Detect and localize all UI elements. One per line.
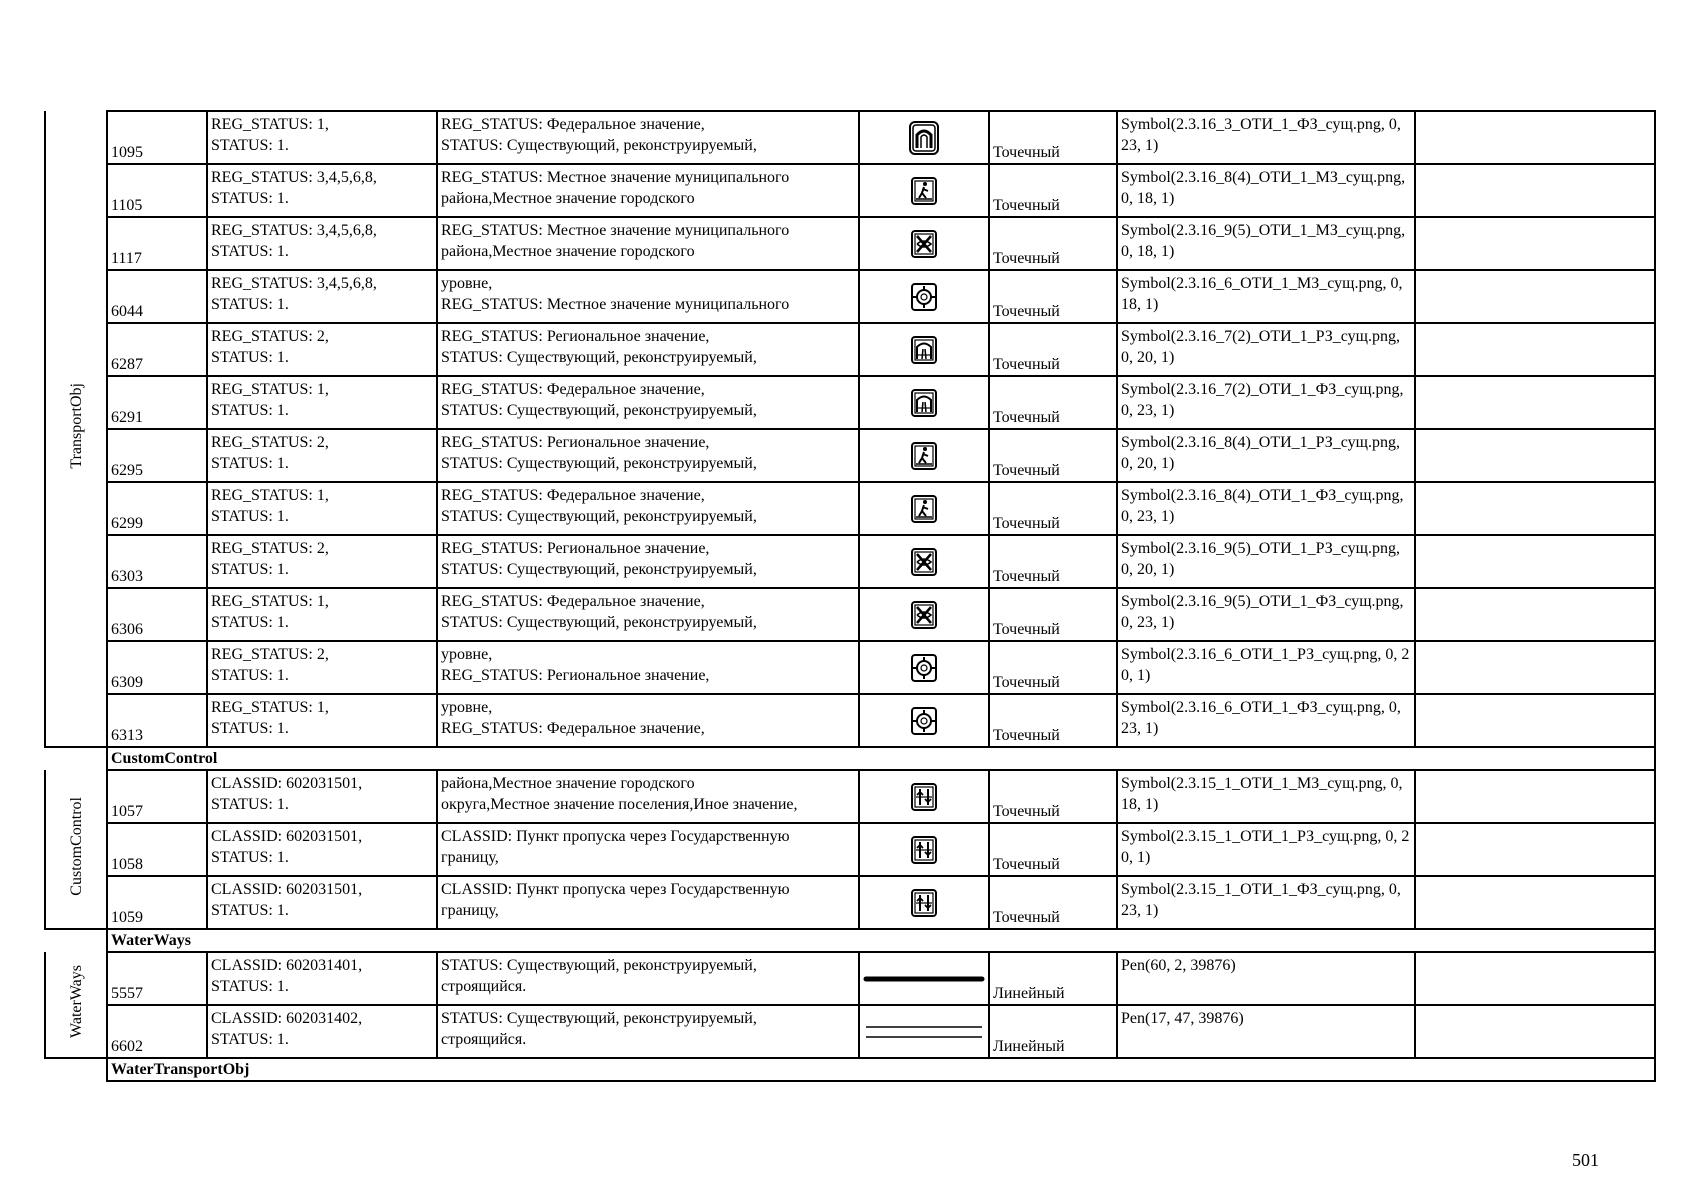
row-style [1117, 876, 1415, 929]
style-text: Symbol(2.3.16_6_ОТИ_1_РЗ_сущ.png, 0, 20, 1) [1121, 646, 1410, 684]
row-description [437, 270, 859, 323]
row-geometry-type: Точечный [989, 588, 1117, 641]
side-spacer [45, 1058, 107, 1081]
pedestrian-crossing-icon [860, 176, 988, 206]
description-line-2: STATUS: Существующий, реконструируемый, [441, 402, 757, 419]
condition-line-2: STATUS: 1. [211, 190, 289, 207]
table-row [45, 823, 1655, 876]
row-empty-cell [1415, 217, 1655, 270]
row-description [437, 823, 859, 876]
description-line-2: STATUS: Существующий, реконструируемый, [441, 455, 757, 472]
symbol-table [44, 110, 1656, 1082]
row-condition [207, 111, 437, 164]
group-header-customcontrol-label: CustomControl [107, 747, 1655, 770]
row-code: 5557 [107, 952, 207, 1005]
row-condition [207, 482, 437, 535]
description-line-1: REG_STATUS: Федеральное значение, [441, 487, 705, 504]
row-style [1117, 952, 1415, 1005]
row-empty-cell [1415, 429, 1655, 482]
row-empty-cell [1415, 164, 1655, 217]
description-line-2: строящийся. [441, 978, 527, 995]
row-empty-cell [1415, 770, 1655, 823]
condition-line-1: REG_STATUS: 3,4,5,6,8, [211, 275, 377, 292]
row-geometry-type: Точечный [989, 694, 1117, 747]
row-code: 6309 [107, 641, 207, 694]
condition-line-1: CLASSID: 602031501, [211, 828, 363, 845]
row-style [1117, 164, 1415, 217]
row-symbol [859, 482, 989, 535]
row-code: 1117 [107, 217, 207, 270]
row-geometry-type: Точечный [989, 823, 1117, 876]
description-line-2: района,Местное значение городского [441, 190, 695, 207]
style-text: Symbol(2.3.15_1_ОТИ_1_РЗ_сущ.png, 0, 20, 1) [1121, 828, 1410, 866]
row-style [1117, 694, 1415, 747]
row-description [437, 164, 859, 217]
table-row [45, 876, 1655, 929]
style-text: Symbol(2.3.16_8(4)_ОТИ_1_РЗ_сущ.png, 0, 20, 1) [1121, 434, 1400, 472]
row-geometry-type: Точечный [989, 641, 1117, 694]
row-empty-cell [1415, 694, 1655, 747]
row-condition [207, 641, 437, 694]
tunnel-icon [860, 335, 988, 365]
description-line-2: строящийся. [441, 1031, 527, 1048]
style-text: Symbol(2.3.15_1_ОТИ_1_МЗ_сущ.png, 0, 18, 1) [1121, 775, 1403, 813]
condition-line-2: STATUS: 1. [211, 667, 289, 684]
row-description [437, 876, 859, 929]
description-line-2: STATUS: Существующий, реконструируемый, [441, 349, 757, 366]
row-symbol [859, 694, 989, 747]
description-line-1: REG_STATUS: Региональное значение, [441, 328, 710, 345]
page-number: 501 [1572, 1150, 1599, 1170]
row-condition [207, 952, 437, 1005]
row-geometry-type: Точечный [989, 535, 1117, 588]
row-condition [207, 770, 437, 823]
row-style [1117, 535, 1415, 588]
condition-line-2: STATUS: 1. [211, 243, 289, 260]
row-symbol [859, 641, 989, 694]
table-row [45, 641, 1655, 694]
row-style [1117, 482, 1415, 535]
description-line-2: границу, [441, 849, 499, 866]
description-line-2: STATUS: Существующий, реконструируемый, [441, 137, 757, 154]
description-line-1: REG_STATUS: Федеральное значение, [441, 381, 705, 398]
row-geometry-type: Точечный [989, 164, 1117, 217]
row-condition [207, 876, 437, 929]
table-row [45, 429, 1655, 482]
description-line-1: STATUS: Существующий, реконструируемый, [441, 1010, 757, 1027]
border-checkpoint-icon [860, 835, 988, 865]
row-symbol [859, 770, 989, 823]
row-geometry-type: Точечный [989, 482, 1117, 535]
pedestrian-crossing-icon [860, 494, 988, 524]
section-transportobj-label: TransportObj [67, 382, 85, 469]
table-row [45, 111, 1655, 164]
table-row [45, 164, 1655, 217]
row-geometry-type: Точечный [989, 323, 1117, 376]
section-customcontrol-label: CustomControl [67, 796, 85, 896]
row-empty-cell [1415, 876, 1655, 929]
style-text: Symbol(2.3.16_9(5)_ОТИ_1_ФЗ_сущ.png, 0, 23, 1) [1121, 593, 1404, 631]
row-symbol [859, 164, 989, 217]
roundabout-icon [860, 653, 988, 683]
row-symbol [859, 823, 989, 876]
row-code: 6295 [107, 429, 207, 482]
condition-line-1: REG_STATUS: 2, [211, 328, 329, 345]
condition-line-2: STATUS: 1. [211, 561, 289, 578]
description-line-1: района,Местное значение городского [441, 775, 695, 792]
side-spacer [45, 929, 107, 952]
condition-line-1: REG_STATUS: 1, [211, 116, 329, 133]
style-text: Symbol(2.3.16_8(4)_ОТИ_1_ФЗ_сущ.png, 0, 23, 1) [1121, 487, 1404, 525]
row-empty-cell [1415, 641, 1655, 694]
table-row [45, 217, 1655, 270]
row-symbol [859, 535, 989, 588]
condition-line-2: STATUS: 1. [211, 902, 289, 919]
description-line-2: STATUS: Существующий, реконструируемый, [441, 561, 757, 578]
style-text: Pen(17, 47, 39876) [1121, 1010, 1244, 1027]
table-row [45, 535, 1655, 588]
description-line-1: CLASSID: Пункт пропуска через Государственную [441, 881, 790, 898]
row-condition [207, 217, 437, 270]
double-line-icon [860, 1021, 988, 1043]
description-line-1: REG_STATUS: Региональное значение, [441, 434, 710, 451]
row-code: 1058 [107, 823, 207, 876]
condition-line-2: STATUS: 1. [211, 978, 289, 995]
table-row [45, 588, 1655, 641]
row-symbol [859, 376, 989, 429]
condition-line-2: STATUS: 1. [211, 849, 289, 866]
table-row [45, 1005, 1655, 1058]
condition-line-1: REG_STATUS: 2, [211, 540, 329, 557]
condition-line-2: STATUS: 1. [211, 796, 289, 813]
description-line-2: REG_STATUS: Региональное значение, [441, 667, 710, 684]
row-condition [207, 429, 437, 482]
condition-line-1: REG_STATUS: 2, [211, 434, 329, 451]
row-style [1117, 641, 1415, 694]
row-condition [207, 376, 437, 429]
table-body [45, 111, 1655, 1081]
description-line-2: STATUS: Существующий, реконструируемый, [441, 508, 757, 525]
row-symbol [859, 952, 989, 1005]
bridge-icon [860, 121, 988, 155]
tunnel-icon [860, 388, 988, 418]
row-description [437, 482, 859, 535]
row-empty-cell [1415, 482, 1655, 535]
description-line-1: уровне, [441, 699, 493, 716]
row-geometry-type: Точечный [989, 770, 1117, 823]
row-code: 1057 [107, 770, 207, 823]
row-empty-cell [1415, 323, 1655, 376]
row-geometry-type: Точечный [989, 270, 1117, 323]
row-geometry-type: Точечный [989, 876, 1117, 929]
row-code: 1059 [107, 876, 207, 929]
row-symbol [859, 323, 989, 376]
border-checkpoint-icon [860, 888, 988, 918]
row-symbol [859, 876, 989, 929]
condition-line-1: REG_STATUS: 1, [211, 487, 329, 504]
description-line-2: REG_STATUS: Местное значение муниципального [441, 296, 790, 313]
style-text: Symbol(2.3.16_8(4)_ОТИ_1_МЗ_сущ.png, 0, 18, 1) [1121, 169, 1406, 207]
row-description [437, 952, 859, 1005]
condition-line-2: STATUS: 1. [211, 137, 289, 154]
condition-line-1: REG_STATUS: 2, [211, 646, 329, 663]
description-line-1: уровне, [441, 275, 493, 292]
row-style [1117, 376, 1415, 429]
description-line-1: STATUS: Существующий, реконструируемый, [441, 957, 757, 974]
row-empty-cell [1415, 1005, 1655, 1058]
table-row [45, 270, 1655, 323]
row-empty-cell [1415, 270, 1655, 323]
interchange-icon [860, 547, 988, 577]
row-empty-cell [1415, 535, 1655, 588]
row-code: 6044 [107, 270, 207, 323]
row-style [1117, 770, 1415, 823]
table-row [45, 323, 1655, 376]
condition-line-2: STATUS: 1. [211, 508, 289, 525]
row-geometry-type: Точечный [989, 217, 1117, 270]
row-geometry-type: Линейный [989, 952, 1117, 1005]
description-line-1: REG_STATUS: Местное значение муниципального [441, 222, 790, 239]
style-text: Pen(60, 2, 39876) [1121, 957, 1236, 974]
style-text: Symbol(2.3.16_9(5)_ОТИ_1_РЗ_сущ.png, 0, 20, 1) [1121, 540, 1400, 578]
condition-line-2: STATUS: 1. [211, 296, 289, 313]
group-header-watertransportobj-label: WaterTransportObj [107, 1058, 1655, 1081]
row-code: 6287 [107, 323, 207, 376]
condition-line-1: REG_STATUS: 1, [211, 699, 329, 716]
condition-line-1: REG_STATUS: 1, [211, 593, 329, 610]
row-empty-cell [1415, 952, 1655, 1005]
table-row [45, 694, 1655, 747]
table-row [45, 770, 1655, 823]
description-line-1: уровне, [441, 646, 493, 663]
row-symbol [859, 1005, 989, 1058]
section-waterways [45, 952, 107, 1058]
row-description [437, 588, 859, 641]
row-style [1117, 429, 1415, 482]
description-line-1: REG_STATUS: Федеральное значение, [441, 116, 705, 133]
side-spacer [45, 747, 107, 770]
condition-line-1: CLASSID: 602031402, [211, 1010, 363, 1027]
condition-line-1: CLASSID: 602031501, [211, 881, 363, 898]
row-description [437, 323, 859, 376]
group-header-waterways [45, 929, 1655, 952]
description-line-2: округа,Местное значение поселения,Иное значение, [441, 796, 798, 813]
condition-line-1: REG_STATUS: 3,4,5,6,8, [211, 222, 377, 239]
row-condition [207, 323, 437, 376]
row-description [437, 535, 859, 588]
condition-line-1: CLASSID: 602031401, [211, 957, 363, 974]
border-checkpoint-icon [860, 782, 988, 812]
row-geometry-type: Точечный [989, 376, 1117, 429]
row-condition [207, 164, 437, 217]
row-style [1117, 111, 1415, 164]
condition-line-2: STATUS: 1. [211, 720, 289, 737]
row-symbol [859, 429, 989, 482]
style-text: Symbol(2.3.16_7(2)_ОТИ_1_РЗ_сущ.png, 0, 20, 1) [1121, 328, 1400, 366]
description-line-2: REG_STATUS: Федеральное значение, [441, 720, 705, 737]
condition-line-2: STATUS: 1. [211, 614, 289, 631]
row-condition [207, 823, 437, 876]
row-code: 1105 [107, 164, 207, 217]
style-text: Symbol(2.3.16_7(2)_ОТИ_1_ФЗ_сущ.png, 0, 23, 1) [1121, 381, 1404, 419]
style-text: Symbol(2.3.16_9(5)_ОТИ_1_МЗ_сущ.png, 0, 18, 1) [1121, 222, 1406, 260]
row-symbol [859, 270, 989, 323]
style-text: Symbol(2.3.16_3_ОТИ_1_ФЗ_сущ.png, 0, 23, 1) [1121, 116, 1401, 154]
row-empty-cell [1415, 823, 1655, 876]
row-symbol [859, 111, 989, 164]
row-description [437, 111, 859, 164]
description-line-2: района,Местное значение городского [441, 243, 695, 260]
row-description [437, 217, 859, 270]
thick-line-icon [860, 969, 988, 989]
group-header-customcontrol [45, 747, 1655, 770]
style-text: Symbol(2.3.16_6_ОТИ_1_МЗ_сущ.png, 0, 18, 1) [1121, 275, 1403, 313]
row-symbol [859, 588, 989, 641]
group-header-waterways-label: WaterWays [107, 929, 1655, 952]
description-line-1: REG_STATUS: Региональное значение, [441, 540, 710, 557]
table-row [45, 952, 1655, 1005]
description-line-1: CLASSID: Пункт пропуска через Государственную [441, 828, 790, 845]
row-condition [207, 270, 437, 323]
row-code: 6602 [107, 1005, 207, 1058]
document-table-container [44, 110, 1654, 1082]
condition-line-2: STATUS: 1. [211, 455, 289, 472]
row-style [1117, 1005, 1415, 1058]
description-line-2: границу, [441, 902, 499, 919]
row-description [437, 429, 859, 482]
interchange-icon [860, 600, 988, 630]
row-style [1117, 823, 1415, 876]
row-style [1117, 217, 1415, 270]
row-style [1117, 588, 1415, 641]
interchange-icon [860, 229, 988, 259]
row-geometry-type: Линейный [989, 1005, 1117, 1058]
section-waterways-label: WaterWays [67, 965, 85, 1038]
row-condition [207, 588, 437, 641]
section-customcontrol [45, 770, 107, 929]
pedestrian-crossing-icon [860, 441, 988, 471]
row-description [437, 1005, 859, 1058]
row-code: 1095 [107, 111, 207, 164]
group-header-watertransportobj [45, 1058, 1655, 1081]
condition-line-2: STATUS: 1. [211, 402, 289, 419]
row-code: 6306 [107, 588, 207, 641]
row-condition [207, 694, 437, 747]
condition-line-1: REG_STATUS: 1, [211, 381, 329, 398]
condition-line-2: STATUS: 1. [211, 349, 289, 366]
condition-line-2: STATUS: 1. [211, 1031, 289, 1048]
description-line-2: STATUS: Существующий, реконструируемый, [441, 614, 757, 631]
row-geometry-type: Точечный [989, 111, 1117, 164]
row-code: 6291 [107, 376, 207, 429]
row-description [437, 694, 859, 747]
table-row [45, 376, 1655, 429]
row-empty-cell [1415, 588, 1655, 641]
row-empty-cell [1415, 376, 1655, 429]
style-text: Symbol(2.3.15_1_ОТИ_1_ФЗ_сущ.png, 0, 23, 1) [1121, 881, 1401, 919]
condition-line-1: REG_STATUS: 3,4,5,6,8, [211, 169, 377, 186]
row-code: 6313 [107, 694, 207, 747]
row-symbol [859, 217, 989, 270]
row-geometry-type: Точечный [989, 429, 1117, 482]
description-line-1: REG_STATUS: Федеральное значение, [441, 593, 705, 610]
row-style [1117, 323, 1415, 376]
row-description [437, 770, 859, 823]
row-condition [207, 535, 437, 588]
condition-line-1: CLASSID: 602031501, [211, 775, 363, 792]
row-code: 6303 [107, 535, 207, 588]
row-style [1117, 270, 1415, 323]
table-row [45, 482, 1655, 535]
row-description [437, 376, 859, 429]
row-code: 6299 [107, 482, 207, 535]
row-empty-cell [1415, 111, 1655, 164]
row-condition [207, 1005, 437, 1058]
section-transportobj [45, 111, 107, 747]
description-line-1: REG_STATUS: Местное значение муниципального [441, 169, 790, 186]
row-description [437, 641, 859, 694]
roundabout-icon [860, 282, 988, 312]
roundabout-icon [860, 706, 988, 736]
style-text: Symbol(2.3.16_6_ОТИ_1_ФЗ_сущ.png, 0, 23, 1) [1121, 699, 1401, 737]
